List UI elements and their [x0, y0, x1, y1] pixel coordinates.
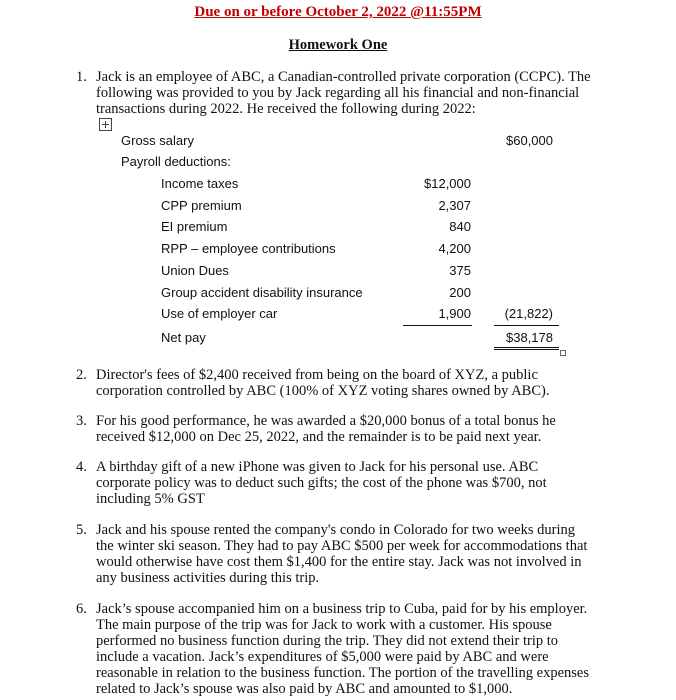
table-row-label: Union Dues — [161, 263, 229, 278]
table-row-value: $12,000 — [424, 176, 471, 191]
table-row-label: CPP premium — [161, 198, 242, 213]
table-row-value: 200 — [449, 285, 471, 300]
net-pay-double-rule-bottom — [494, 349, 559, 350]
table-row-value: 840 — [449, 219, 471, 234]
question-number: 5. — [76, 522, 87, 538]
table-row-value: 375 — [449, 263, 471, 278]
net-pay-value: $38,178 — [506, 330, 553, 345]
table-row-label: Group accident disability insurance — [161, 285, 363, 300]
gross-salary-label: Gross salary — [121, 133, 194, 148]
subtotal-rule — [403, 325, 472, 326]
table-row-label: EI premium — [161, 219, 228, 234]
question-1-text: Jack is an employee of ABC, a Canadian-controlled private corporation (CCPC). The following was provided to you by Jack regarding all his financial and non-financial transactions during 2022. He received the following during 2022: — [96, 69, 591, 117]
gross-salary-value: $60,000 — [506, 133, 553, 148]
question-number: 4. — [76, 459, 87, 475]
table-resize-handle-icon[interactable] — [560, 350, 566, 356]
net-pay-label: Net pay — [161, 330, 206, 345]
question-number: 6. — [76, 601, 87, 617]
net-pay-double-rule-top — [494, 347, 559, 348]
payroll-deductions-label: Payroll deductions: — [121, 154, 231, 169]
table-row-label: Income taxes — [161, 176, 239, 191]
total-rule — [494, 325, 559, 326]
table-row-label: RPP – employee contributions — [161, 241, 336, 256]
page-title: Homework One — [288, 37, 388, 53]
question-number: 3. — [76, 413, 87, 429]
table-row-label: Use of employer car — [161, 306, 278, 321]
question-6-text: Jack’s spouse accompanied him on a business trip to Cuba, paid for by his employer. The main purpose of the trip was for Jack to work with a customer. His spouse performed no business function during the trip. They did not extend their trip to include a vacation. Jack’s expenditures of $5,000 were paid by ABC and were reasonable in relation to the business function. The portion of the travelling expenses related to Jack’s spouse was also paid by ABC and amounted to $1,000. — [96, 601, 590, 697]
question-3-text: For his good performance, he was awarded a $20,000 bonus of a total bonus he received $12,000 on Dec 25, 2022, and the remainder is to be paid next year. — [96, 413, 556, 445]
table-row-value: 2,307 — [438, 198, 471, 213]
question-number: 1. — [76, 69, 87, 85]
due-date-heading: Due on or before October 2, 2022 @11:55PM — [194, 4, 482, 20]
total-deductions-value: (21,822) — [504, 306, 553, 321]
question-5-text: Jack and his spouse rented the company's condo in Colorado for two weeks during the winter ski season. They had to pay ABC $500 per week for accommodations that would otherwise have cost them $1,400 for the entire stay. Jack was not involved in any business activities during this trip. — [96, 522, 588, 586]
question-4-text: A birthday gift of a new iPhone was given to Jack for his personal use. ABC corporate policy was to deduct such gifts; the cost of the phone was $700, not including 5% GST — [96, 459, 547, 507]
question-number: 2. — [76, 367, 87, 383]
table-row-value: 4,200 — [438, 241, 471, 256]
table-row-value: 1,900 — [438, 306, 471, 321]
question-2-text: Director's fees of $2,400 received from being on the board of XYZ, a public corporation controlled by ABC (100% of XYZ voting shares owned by ABC). — [96, 367, 550, 399]
table-move-handle-icon[interactable] — [99, 118, 112, 131]
